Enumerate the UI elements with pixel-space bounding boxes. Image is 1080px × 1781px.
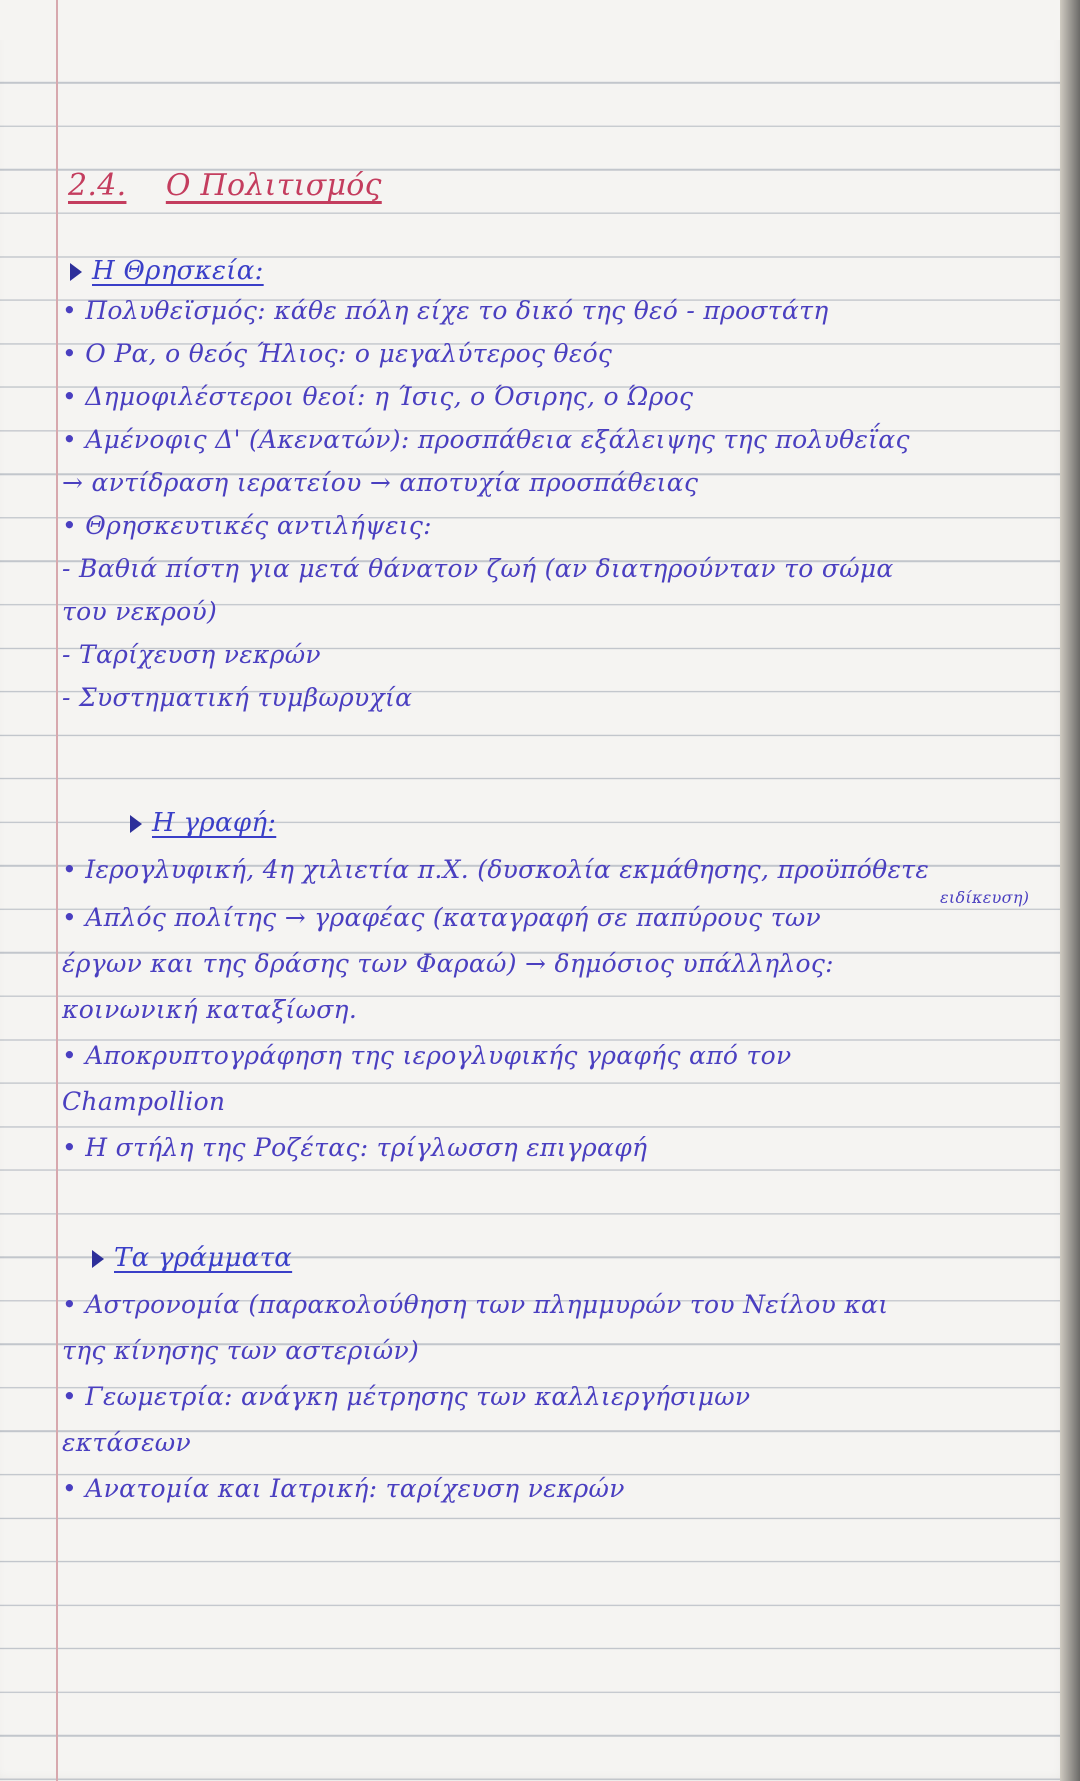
margin-line [56, 0, 58, 1781]
title-number: 2.4. [68, 168, 127, 203]
writing-superscript-note: ειδίκευση) [940, 888, 1030, 907]
letters-line-1: • Αστρονομία (παρακολούθηση των πλημμυρών του Νείλου και [62, 1290, 889, 1319]
title-text: Ο Πολιτισμός [165, 168, 382, 203]
writing-line-1: • Ιερογλυφική, 4η χιλιετία π.Χ. (δυσκολία εκμάθησης, προϋπόθετε [62, 855, 930, 884]
letters-line-3: • Γεωμετρία: ανάγκη μέτρησης των καλλιεργήσιμων [62, 1382, 751, 1411]
section-heading-religion: Η Θρησκεία: [70, 256, 264, 286]
religion-line-1: • Πολυθεϊσμός: κάθε πόλη είχε το δικό της θεό - προστάτη [62, 296, 829, 325]
religion-line-3: • Δημοφιλέστεροι θεοί: η Ίσις, ο Όσιρης, ο Ώρος [62, 382, 694, 411]
writing-line-3: έργων και της δράσης των Φαραώ) → δημόσιος υπάλληλος: [62, 949, 834, 978]
triangle-bullet-icon [70, 263, 82, 281]
religion-line-6: • Θρησκευτικές αντιλήψεις: [62, 511, 432, 540]
religion-line-5: → αντίδραση ιερατείου → αποτυχία προσπάθειας [62, 468, 699, 497]
religion-line-4: • Αμένοφις Δ' (Ακενατών): προσπάθεια εξάλειψης της πολυθεΐας [62, 425, 910, 454]
writing-line-5: • Αποκρυπτογράφηση της ιερογλυφικής γραφής από τον [62, 1041, 792, 1070]
writing-line-2: • Απλός πολίτης → γραφέας (καταγραφή σε παπύρους των [62, 903, 822, 932]
section-heading-writing: Η γραφή: [130, 808, 276, 838]
triangle-bullet-icon [92, 1250, 104, 1268]
letters-line-4: εκτάσεων [62, 1428, 191, 1457]
page-title [68, 168, 382, 203]
religion-line-8: του νεκρού) [62, 597, 218, 626]
section-heading-letters: Τα γράμματα [92, 1243, 292, 1273]
letters-line-5: • Ανατομία και Ιατρική: ταρίχευση νεκρών [62, 1474, 625, 1503]
triangle-bullet-icon [130, 815, 142, 833]
writing-line-4: κοινωνική καταξίωση. [62, 995, 358, 1024]
religion-line-9: - Ταρίχευση νεκρών [62, 640, 321, 669]
religion-line-2: • Ο Ρα, ο θεός Ήλιος: ο μεγαλύτερος θεός [62, 339, 613, 368]
writing-line-7: • Η στήλη της Ροζέτας: τρίγλωσση επιγραφή [62, 1133, 648, 1162]
page-edge-shadow [1060, 0, 1080, 1781]
letters-line-2: της κίνησης των αστεριών) [62, 1336, 420, 1365]
writing-line-6: Champollion [62, 1087, 226, 1116]
religion-line-7: - Βαθιά πίστη για μετά θάνατον ζωή (αν διατηρούνταν το σώμα [62, 554, 894, 583]
religion-line-10: - Συστηματική τυμβωρυχία [62, 683, 413, 712]
